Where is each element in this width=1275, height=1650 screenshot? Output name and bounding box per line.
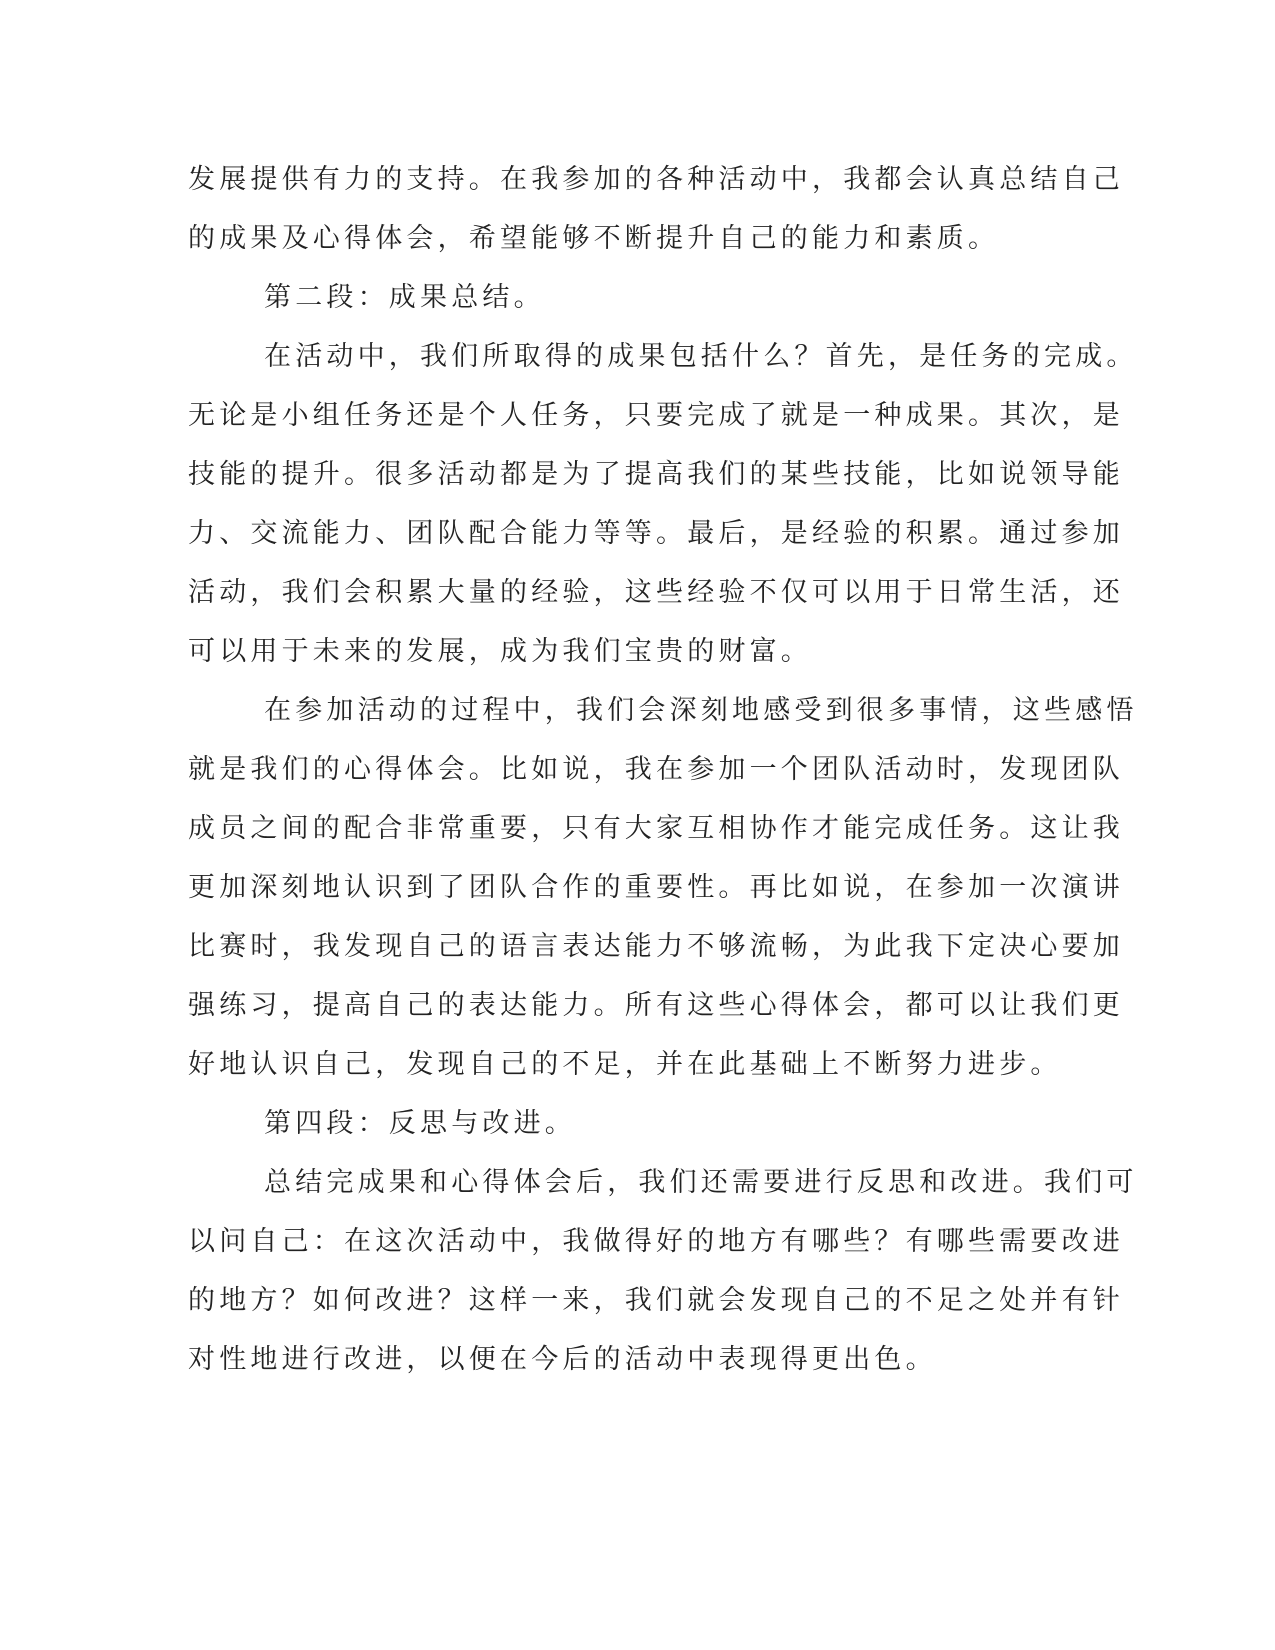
text-line: 技能的提升。很多活动都是为了提高我们的某些技能，比如说领导能 xyxy=(188,459,1124,490)
text-line: 就是我们的心得体会。比如说，我在参加一个团队活动时，发现团队 xyxy=(188,754,1124,785)
text-line: 总结完成果和心得体会后，我们还需要进行反思和改进。我们可 xyxy=(264,1167,1138,1198)
text-line: 的地方？如何改进？这样一来，我们就会发现自己的不足之处并有针 xyxy=(188,1285,1124,1316)
section-heading: 第二段：成果总结。 xyxy=(264,282,545,313)
text-line: 活动，我们会积累大量的经验，这些经验不仅可以用于日常生活，还 xyxy=(188,577,1124,608)
text-line: 好地认识自己，发现自己的不足，并在此基础上不断努力进步。 xyxy=(188,1049,1062,1080)
section-heading: 第四段：反思与改进。 xyxy=(264,1108,576,1139)
text-line: 无论是小组任务还是个人任务，只要完成了就是一种成果。其次，是 xyxy=(188,400,1124,431)
text-line: 可以用于未来的发展，成为我们宝贵的财富。 xyxy=(188,636,812,667)
text-line: 强练习，提高自己的表达能力。所有这些心得体会，都可以让我们更 xyxy=(188,990,1124,1021)
text-line: 比赛时，我发现自己的语言表达能力不够流畅，为此我下定决心要加 xyxy=(188,931,1124,962)
text-line: 的成果及心得体会，希望能够不断提升自己的能力和素质。 xyxy=(188,223,1000,254)
text-line: 发展提供有力的支持。在我参加的各种活动中，我都会认真总结自己 xyxy=(188,164,1124,195)
text-line: 在活动中，我们所取得的成果包括什么？首先，是任务的完成。 xyxy=(264,341,1138,372)
text-line: 对性地进行改进，以便在今后的活动中表现得更出色。 xyxy=(188,1344,937,1375)
text-line: 以问自己：在这次活动中，我做得好的地方有哪些？有哪些需要改进 xyxy=(188,1226,1124,1257)
text-line: 更加深刻地认识到了团队合作的重要性。再比如说，在参加一次演讲 xyxy=(188,872,1124,903)
text-line: 力、交流能力、团队配合能力等等。最后，是经验的积累。通过参加 xyxy=(188,518,1124,549)
text-line: 在参加活动的过程中，我们会深刻地感受到很多事情，这些感悟 xyxy=(264,695,1138,726)
text-line: 成员之间的配合非常重要，只有大家互相协作才能完成任务。这让我 xyxy=(188,813,1124,844)
